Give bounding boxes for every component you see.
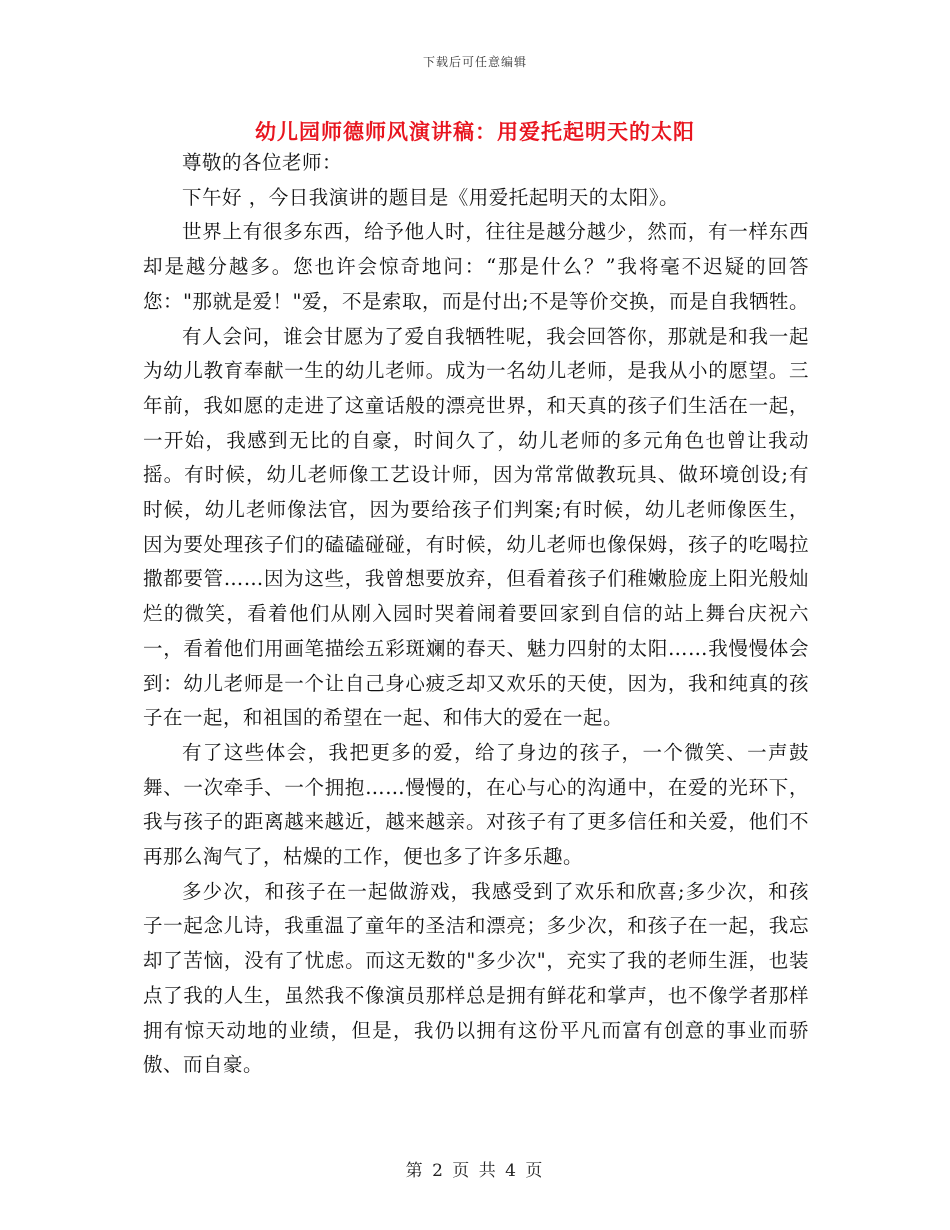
body-paragraph: 有人会问，谁会甘愿为了爱自我牺牲呢，我会回答你，那就是和我一起为幼儿教育奉献一生的幼儿老师。成为一名幼儿老师，是我从小的愿望。三年前，我如愿的走进了这童话般的漂亮世界，和天真的孩子们生活在一起，一开始，我感到无比的自豪，时间久了，幼儿老师的多元角色也曾让我动摇。有时候，幼儿老师像工艺设计师，因为常常做教玩具、做环境创设;有时候，幼儿老师像法官，因为要给孩子们判案;有时候，幼儿老师像医生，因为要处理孩子们的磕磕碰碰，有时候，幼儿老师也像保姆，孩子的吃喝拉撒都要管……因为这些，我曾想要放弃，但看着孩子们稚嫩脸庞上阳光般灿烂的微笑，看着他们从刚入园时哭着闹着要回家到自信的站上舞台庆祝六一，看着他们用画笔描绘五彩斑斓的春天、魅力四射的太阳……我慢慢体会到：幼儿老师是一个让自己身心疲乏却又欢乐的天使，因为，我和纯真的孩子在一起，和祖国的希望在一起、和伟大的爱在一起。 bbox=[143, 324, 809, 730]
salutation-paragraph: 尊敬的各位老师： bbox=[182, 151, 343, 174]
header-note: 下载后可任意编辑 bbox=[422, 55, 527, 69]
greeting-paragraph: 下午好 ，今日我演讲的题目是《用爱托起明天的太阳》。 bbox=[182, 185, 679, 209]
body-paragraph: 世界上有很多东西，给予他人时，往往是越分越少，然而，有一样东西却是越分越多。您也许会惊奇地问：“那是什么？”我将毫不迟疑的回答您："那就是爱！"爱，不是索取，而是付出;不是等价交换，而是自我牺牲。 bbox=[143, 220, 810, 313]
document-title: 幼儿园师德师风演讲稿：用爱托起明天的太阳 bbox=[255, 120, 695, 144]
body-paragraph: 有了这些体会，我把更多的爱，给了身边的孩子，一个微笑、一声鼓舞、一次牵手、一个拥抱……慢慢的，在心与心的沟通中，在爱的光环下，我与孩子的距离越来越近，越来越亲。对孩子有了更多信任和关爱，他们不再那么淘气了，枯燥的工作，便也多了许多乐趣。 bbox=[143, 740, 809, 869]
page-number-footer: 第 2 页 共 4 页 bbox=[405, 1161, 545, 1181]
document-body bbox=[143, 146, 809, 1083]
body-paragraph: 多少次，和孩子在一起做游戏，我感受到了欢乐和欣喜;多少次，和孩子一起念儿诗，我重温了童年的圣洁和漂亮；多少次，和孩子在一起，我忘却了苦恼，没有了忧虑。而这无数的"多少次"，充实了我的老师生涯，也装点了我的人生，虽然我不像演员那样总是拥有鲜花和掌声，也不像学者那样拥有惊天动地的业绩，但是，我仍以拥有这份平凡而富有创意的事业而骄傲、而自豪。 bbox=[143, 879, 809, 1077]
